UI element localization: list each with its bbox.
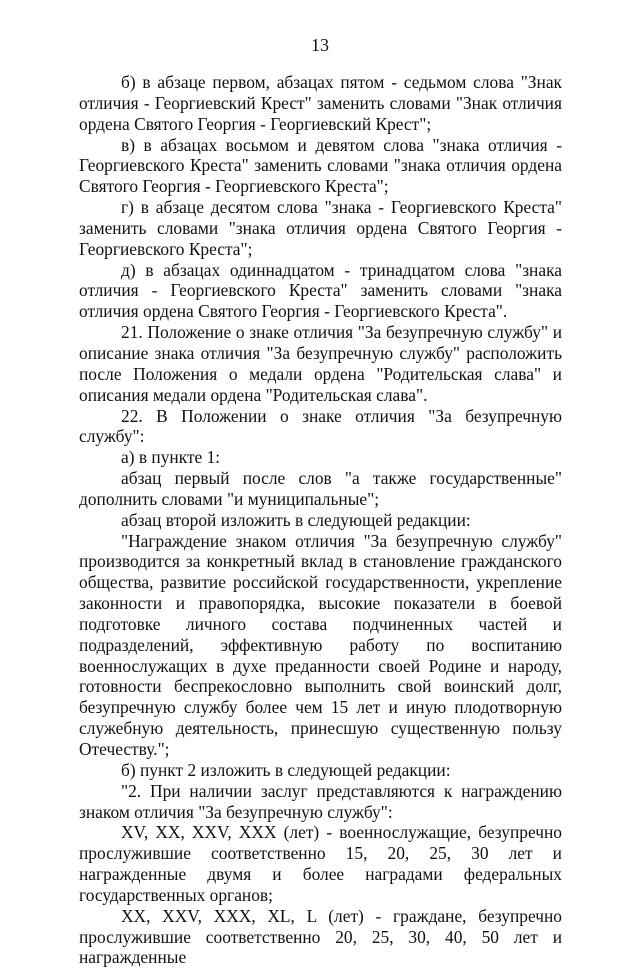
paragraph-military-years: XV, XX, XXV, XXX (лет) - военнослужащие, безупречно прослужившие соответственно 15, 20, 25, 30 лет и награжденные двумя и более наградами федеральных государственных органов; (79, 822, 562, 905)
paragraph-item-21: 21. Положение о знаке отличия "За безупречную службу" и описание знака отличия "За безупречную службу" расположить после Положения о медали ордена "Родительская слава" и описания медали ордена "Родительская слава". (79, 322, 562, 405)
paragraph-amendment-g: г) в абзаце десятом слова "знака - Георгиевского Креста" заменить словами "знака отличия ордена Святого Георгия - Георгиевского Креста"; (79, 197, 562, 259)
paragraph-civil-years: XX, XXV, XXX, XL, L (лет) - граждане, безупречно прослужившие соответственно 20, 25, 30, 40, 50 лет и награжденные (79, 905, 562, 968)
page-number: 13 (311, 35, 329, 55)
paragraph-subitem-b: б) пункт 2 изложить в следующей редакции: (121, 759, 451, 780)
document-body (79, 72, 562, 968)
paragraph-first-abzac: абзац первый после слов "а также государственные" дополнить словами "и муниципальные"; (79, 468, 562, 509)
paragraph-amendment-d: д) в абзацах одиннадцатом - тринадцатом слова "знака отличия - Георгиевского Креста" заменить словами "знака отличия ордена Святого Георгия - Георгиевского Креста". (79, 259, 562, 322)
paragraph-amendment-b: б) в абзаце первом, абзацах пятом - седьмом слова "Знак отличия - Георгиевский Крест" заменить словами "Знак отличия ордена Святого Георгия - Георгиевский Крест"; (79, 72, 562, 134)
paragraph-point-2: "2. При наличии заслуг представляются к награждению знаком отличия "За безупречную службу": (79, 780, 562, 822)
paragraph-amendment-v: в) в абзацах восьмом и девятом слова "знака отличия - Георгиевского Креста" заменить словами "знака отличия ордена Святого Георгия - Георгиевского Креста"; (79, 134, 562, 197)
paragraph-award-text: "Награждение знаком отличия "За безупречную службу" производится за конкретный вклад в становление гражданского общества, развитие российской государственности, укрепление законности и правопорядка, высокие показатели в боевой подготовке личного состава подчиненных частей и подразделений, эффективную работу по воспитанию военнослужащих в духе преданности своей Родине и народу, готовности беспрекословно выполнить свой воинский долг, безупречную службу более чем 15 лет и иную плодотворную служебную деятельность, принесшую существенную пользу Отечеству."; (79, 530, 562, 759)
paragraph-second-abzac: абзац второй изложить в следующей редакции: (121, 509, 471, 530)
paragraph-subitem-a: а) в пункте 1: (121, 447, 221, 468)
paragraph-item-22: 22. В Положении о знаке отличия "За безупречную службу": (79, 405, 562, 447)
